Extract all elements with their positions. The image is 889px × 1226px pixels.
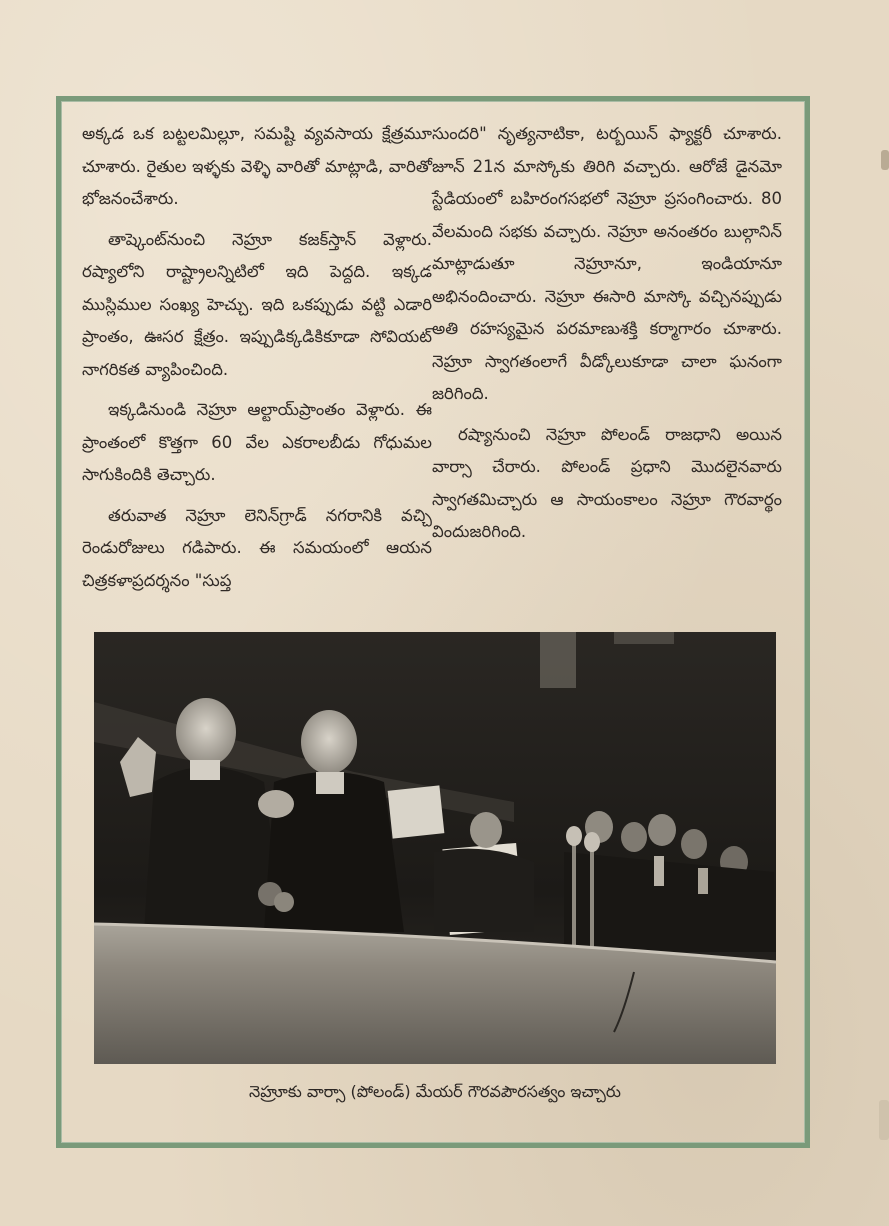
photograph-image (94, 632, 776, 1064)
paragraph: ఇక్కడినుండి నెహ్రూ ఆల్టాయ్‌ప్రాంతం వెళ్లారు. ఈ ప్రాంతంలో కొత్తగా 60 వేల ఎకరాలబీడు గోధుమల సాగుకిందికి తెచ్చారు. (82, 400, 432, 484)
photo-caption: నెహ్రూకు వార్సా (పోలండ్) మేయర్ గౌరవపౌరసత్వం ఇచ్చారు (249, 1082, 621, 1101)
right-text-column (432, 118, 782, 557)
left-text-column (82, 118, 432, 605)
paper-stain (879, 1100, 889, 1140)
paragraph: తాష్కెంట్‌నుంచి నెహ్రూ కజక్‌స్తాన్ వెళ్లారు. రష్యాలోని రాష్ట్రాలన్నిటిలో ఇది పెద్దది. ఇక్కడ ముస్లిముల సంఖ్య హెచ్చు. ఇది ఒకప్పుడు వట్టి ఎడారి ప్రాంతం, ఊసర క్షేత్రం. ఇప్పుడిక్కడికికూడా సోవియట్ నాగరికత వ్యాపించింది. (82, 229, 432, 379)
paragraph: తరువాత నెహ్రూ లెనిన్‌గ్రాడ్ నగరానికి వచ్చి రెండురోజులు గడిపారు. ఈ సమయంలో ఆయన చిత్రకళాప్రదర్శనం "సుప్త (82, 505, 432, 590)
paragraph: సుందరి" నృత్యనాటికా, టర్బయిన్ ఫ్యాక్టరీ చూశారు. జూన్ 21న మాస్కోకు తిరిగి వచ్చారు. ఆరోజే డైనమో స్టేడియంలో బహిరంగసభలో నెహ్రూ ప్రసంగించారు. 80 వేలమంది సభకు వచ్చారు. నెహ్రూ అనంతరం బుల్గానిన్ మాట్లాడుతూ నెహ్రూనూ, ఇండియానూ అభినందించారు. నెహ్రూ ఈసారి మాస్కో వచ్చినప్పుడు అతి రహస్యమైన పరమాణుశక్తి కర్మాగారం చూశారు. నెహ్రూ స్వాగతంలాగే వీడ్కోలుకూడా చాలా ఘనంగా జరిగింది. (432, 124, 782, 403)
paper-stain (881, 150, 889, 170)
paragraph: అక్కడ ఒక బట్టలమిల్లూ, సమష్టి వ్యవసాయ క్షేత్రమూ చూశారు. రైతుల ఇళ్ళకు వెళ్ళి వారితో మాట్లాడి, వారితో భోజనంచేశారు. (82, 124, 432, 208)
news-photograph (94, 632, 776, 1064)
paragraph: రష్యానుంచి నెహ్రూ పోలండ్ రాజధాని అయిన వార్సా చేరారు. పోలండ్ ప్రధాని మొదలైనవారు స్వాగతమిచ్చారు ఆ సాయంకాలం నెహ్రూ గౌరవార్థం విందుజరిగింది. (432, 424, 782, 541)
